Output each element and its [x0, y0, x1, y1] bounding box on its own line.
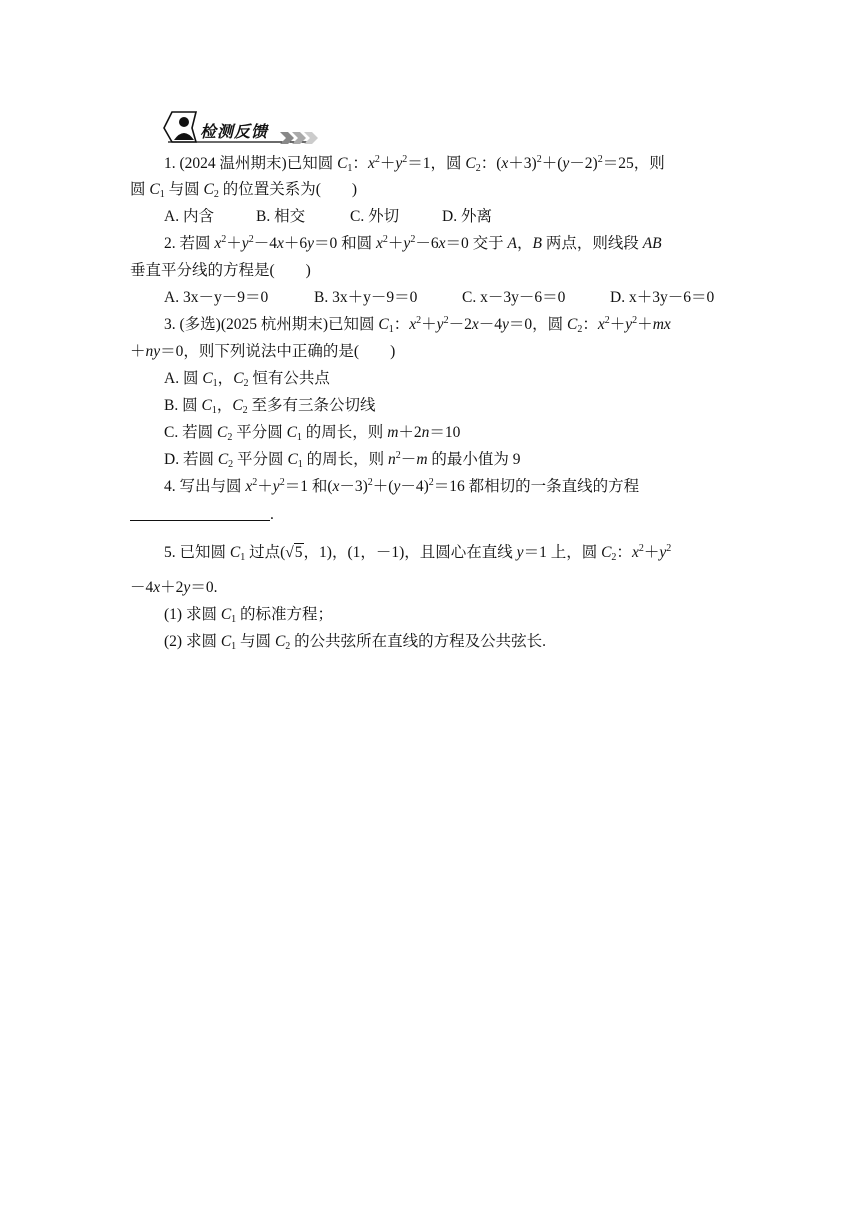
q4-prefix: 4. 写出与圆: [164, 478, 246, 495]
q3-option-a[interactable]: A. 圆 $C_1$，$C_2$ 恒有公共点: [164, 370, 330, 389]
q2-line1: 2. 若圆 $x^2+y^2-4x+6y=0$ 和圆 $x^2+y^2-6x=0$ 交于 A，B 两点，则线段 AB: [164, 234, 662, 252]
q5-line1: 5. 已知圆 $C_1$ 过点(√5，1)，(1，－1)，且圆心在直线 y＝1 上，圆 $C_2$：$x^2+y^2$: [164, 540, 730, 566]
q4-tail: 都相切的一条直线的方程: [468, 478, 640, 495]
q3-line2-tail: ＝0，则下列说法中正确的是( ): [160, 343, 396, 360]
q5-sub2: (2) 求圆 $C_1$ 与圆 $C_2$ 的公共弦所在直线的方程及公共弦长.: [164, 633, 547, 652]
q2-option-c[interactable]: C. x－3y－6＝0: [462, 289, 566, 306]
q4-line2: [130, 502, 730, 528]
q3-line1: 3. (多选)(2025 杭州期末)已知圆 $C_1$：$x^2+y^2-2x-4y=0$，圆 $C_2$：$x^2+y^2+mx$: [164, 315, 671, 335]
section-header: [160, 108, 340, 148]
q1-line1: 1. (2024 温州期末)已知圆 $C_1$：$x^2+y^2=1$，圆 $C_2$：$(x+3)^2+(y-2)^2=25$，则: [164, 154, 665, 174]
q1-option-a[interactable]: A. 内含: [164, 208, 214, 225]
q5-sub1: (1) 求圆 $C_1$ 的标准方程；: [164, 606, 334, 625]
q2-option-a[interactable]: A. 3x－y－9＝0: [164, 289, 269, 306]
q2-option-b[interactable]: B. 3x＋y－9＝0: [314, 289, 418, 306]
q1-prefix: 1. (2024 温州期末)已知圆: [164, 155, 338, 172]
q1-option-d[interactable]: D. 外离: [442, 208, 492, 225]
q3-line2: ＋ny＝0，则下列说法中正确的是( ): [130, 343, 396, 360]
q3-prefix: 3. (多选)(2025 杭州期末)已知圆: [164, 316, 379, 333]
q1-line2: 圆 $C_1$ 与圆 $C_2$ 的位置关系为( ): [130, 181, 358, 200]
q1-option-c[interactable]: C. 外切: [350, 208, 400, 225]
q1-tail: 的位置关系为( ): [222, 181, 358, 198]
q5-prefix: 5. 已知圆: [164, 544, 230, 561]
section-title: 检测反馈: [200, 122, 269, 141]
q3-option-c[interactable]: C. 若圆 $C_2$ 平分圆 $C_1$ 的周长，则 m＋2n＝10: [164, 424, 461, 443]
q1-option-b[interactable]: B. 相交: [256, 208, 306, 225]
q1-cont: 圆: [130, 181, 150, 198]
q2-prefix: 2. 若圆: [164, 235, 215, 252]
q2-line2-text: 垂直平分线的方程是( ): [130, 262, 311, 279]
q4-end: .: [270, 506, 274, 523]
q5-line2: －4x＋2y＝0.: [130, 579, 218, 596]
q4-answer-blank[interactable]: [130, 504, 270, 521]
q2-line2: [130, 258, 730, 284]
q3-option-b[interactable]: B. 圆 $C_1$，$C_2$ 至多有三条公切线: [164, 397, 376, 416]
q3-option-d[interactable]: D. 若圆 $C_2$ 平分圆 $C_1$ 的周长，则 $n^2-m$ 的最小值为 9: [164, 450, 521, 470]
q2-options: [164, 285, 764, 311]
q4-line1: 4. 写出与圆 $x^2+y^2=1$ 和$(x-3)^2+(y-4)^2=16$ 都相切的一条直线的方程: [164, 477, 640, 495]
q2-option-d[interactable]: D. x＋3y－6＝0: [610, 289, 715, 306]
q1-options: [164, 204, 764, 230]
sqrt-symbol: √5: [285, 544, 303, 561]
